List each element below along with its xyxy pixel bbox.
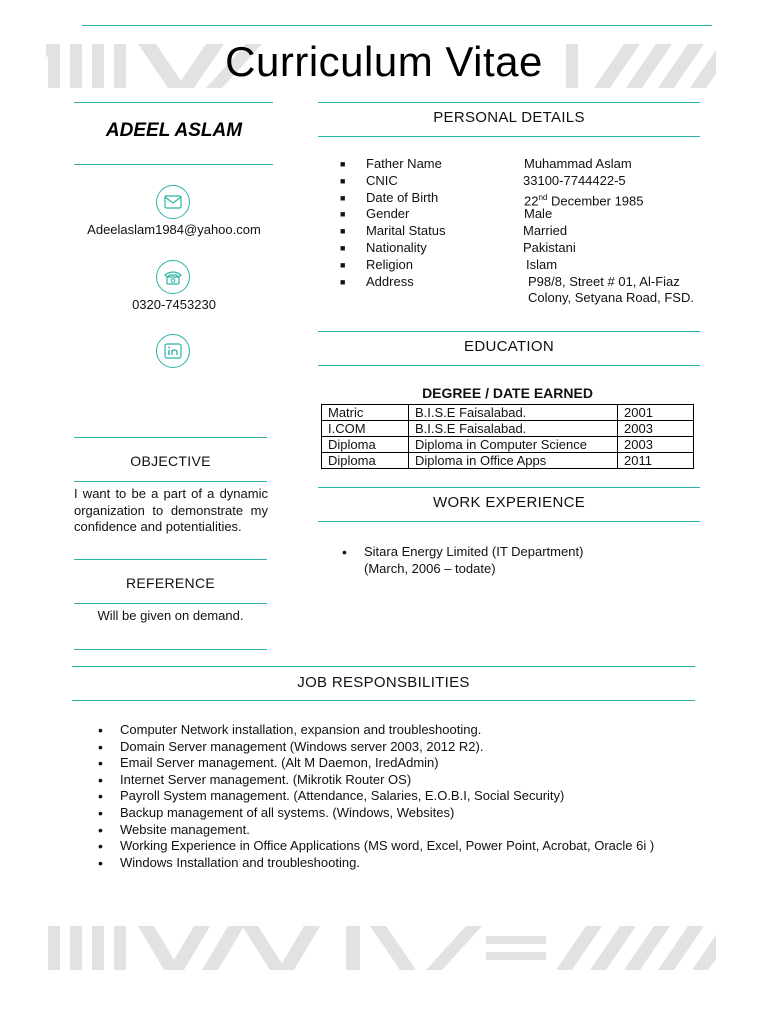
detail-value: Muhammad Aslam xyxy=(524,156,632,171)
table-row xyxy=(322,421,694,437)
divider xyxy=(318,331,700,332)
table-cell: 2011 xyxy=(618,453,694,469)
bullet-icon: ■ xyxy=(340,209,346,220)
divider xyxy=(74,649,267,650)
list-item: • Internet Server management. (Mikrotik Router OS) xyxy=(96,772,696,789)
job-responsibilities-heading: JOB RESPONSBILITIES xyxy=(297,674,470,691)
detail-value: Married xyxy=(523,223,568,239)
detail-value: 33100-7744422-5 xyxy=(523,172,626,188)
table-cell: Diploma in Office Apps xyxy=(409,453,618,469)
decorative-stripe-band-bottom xyxy=(46,926,716,970)
detail-value: Pakistani xyxy=(523,239,576,255)
table-cell: Diploma xyxy=(322,437,409,453)
detail-label: Date of Birth xyxy=(366,189,439,205)
bullet-icon: ■ xyxy=(340,226,346,237)
table-cell: Diploma xyxy=(322,453,409,469)
table-row xyxy=(322,405,694,421)
list-item: • Backup management of all systems. (Windows, Websites) xyxy=(96,805,696,822)
education-table-heading: DEGREE / DATE EARNED xyxy=(422,385,593,401)
bullet-icon: ■ xyxy=(340,276,346,287)
table-cell: B.I.S.E Faisalabad. xyxy=(409,405,618,421)
top-divider xyxy=(82,25,712,26)
detail-value: Islam xyxy=(526,256,558,272)
divider xyxy=(318,521,700,522)
detail-value: Male xyxy=(524,206,553,222)
divider xyxy=(74,437,267,438)
table-row xyxy=(322,453,694,469)
detail-label: Nationality xyxy=(366,239,427,255)
detail-label: CNIC xyxy=(366,172,398,188)
work-experience-list xyxy=(340,544,583,577)
divider xyxy=(72,700,695,701)
list-item: • Computer Network installation, expansion and troubleshooting. xyxy=(96,722,696,739)
detail-value: Colony, Setyana Road, FSD. xyxy=(528,290,694,306)
detail-label: Address xyxy=(366,273,414,289)
list-item: • Email Server management. (Alt M Daemon, IredAdmin) xyxy=(96,755,696,772)
objective-text: I want to be a part of a dynamic organization to demonstrate my confidence and potentialities. xyxy=(74,486,268,534)
personal-details-heading: PERSONAL DETAILS xyxy=(433,109,585,126)
candidate-name: ADEEL ASLAM xyxy=(105,120,243,141)
phone-text[interactable]: 0320-7453230 xyxy=(132,297,216,312)
divider xyxy=(74,559,267,560)
table-cell: 2003 xyxy=(618,421,694,437)
reference-heading: REFERENCE xyxy=(125,575,216,591)
table-cell: I.COM xyxy=(322,421,409,437)
list-item: • Website management. xyxy=(96,822,696,839)
bullet-icon: ■ xyxy=(340,242,346,253)
detail-value: P98/8, Street # 01, Al-Fiaz xyxy=(528,273,680,289)
table-cell: 2001 xyxy=(618,405,694,421)
list-item: • Payroll System management. (Attendance, Salaries, E.O.B.I, Social Security) xyxy=(96,788,696,805)
list-item: • Windows Installation and troubleshooting. xyxy=(96,855,696,872)
education-table xyxy=(321,404,694,469)
divider xyxy=(72,666,695,667)
reference-text: Will be given on demand. xyxy=(97,608,244,623)
education-heading: EDUCATION xyxy=(464,338,554,355)
divider xyxy=(318,102,700,103)
detail-label: Marital Status xyxy=(366,223,446,239)
list-item xyxy=(340,544,583,577)
table-row xyxy=(322,437,694,453)
detail-label: Father Name xyxy=(366,156,442,171)
detail-label: Gender xyxy=(366,206,410,222)
divider xyxy=(74,603,267,604)
table-cell: B.I.S.E Faisalabad. xyxy=(409,421,618,437)
bullet-icon: ■ xyxy=(340,159,346,169)
divider xyxy=(318,136,700,137)
linkedin-icon[interactable] xyxy=(156,334,190,368)
table-cell: 2003 xyxy=(618,437,694,453)
detail-value: 22nd December 1985 xyxy=(524,192,644,208)
email-icon xyxy=(156,185,190,219)
divider xyxy=(74,102,273,103)
table-cell: Diploma in Computer Science xyxy=(409,437,618,453)
table-cell: Matric xyxy=(322,405,409,421)
job-responsibilities-list xyxy=(96,722,696,871)
page-title: Curriculum Vitae xyxy=(225,38,543,85)
divider xyxy=(74,164,273,165)
company-name: Sitara Energy Limited (IT Department) xyxy=(364,544,584,559)
list-item: • Domain Server management (Windows server 2003, 2012 R2). xyxy=(96,739,696,756)
work-experience-heading: WORK EXPERIENCE xyxy=(432,494,586,511)
phone-icon xyxy=(156,260,190,294)
list-item: • Working Experience in Office Applications (MS word, Excel, Power Point, Acrobat, Oracle 6i ) xyxy=(96,838,696,855)
divider xyxy=(318,365,700,366)
bullet-icon: ■ xyxy=(340,259,346,270)
email-text[interactable]: Adeelaslam1984@yahoo.com xyxy=(87,222,261,237)
bullet-icon: ■ xyxy=(340,192,346,203)
bullet-icon: ■ xyxy=(340,175,346,186)
divider xyxy=(74,481,267,482)
detail-label: Religion xyxy=(366,256,413,272)
divider xyxy=(318,487,700,488)
objective-heading: OBJECTIVE xyxy=(130,453,211,469)
work-period: (March, 2006 – todate) xyxy=(364,560,496,576)
